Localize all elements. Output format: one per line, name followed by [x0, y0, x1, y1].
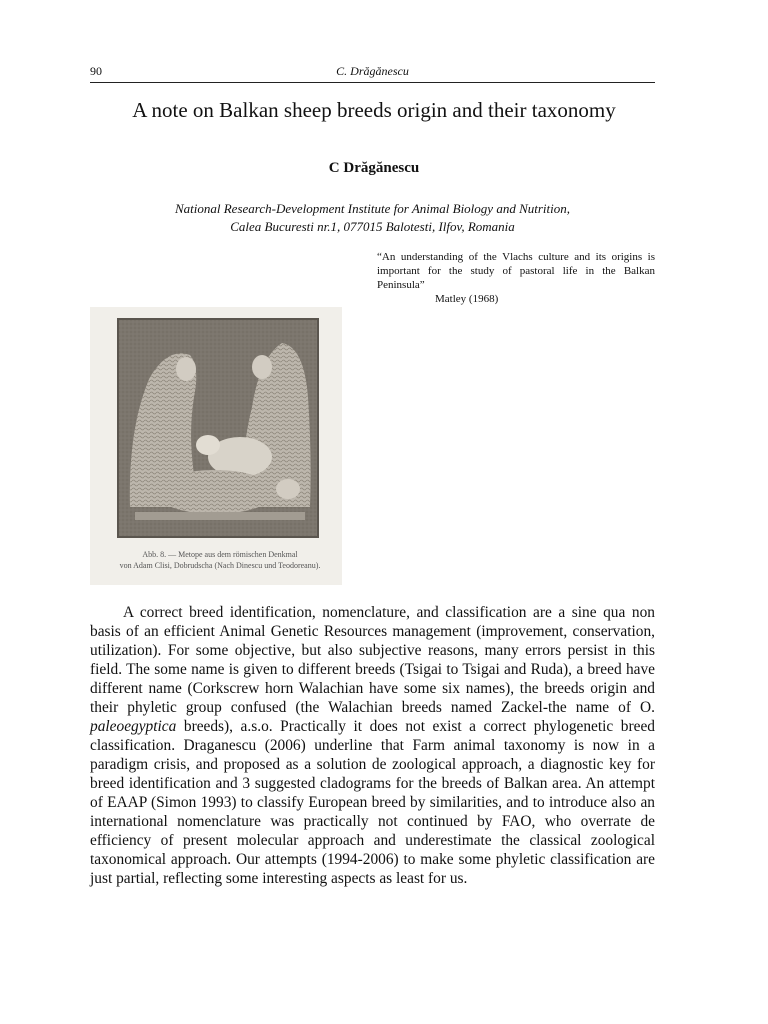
body-italic-term: paleoegyptica: [90, 718, 177, 735]
epigraph: [377, 250, 655, 306]
running-author: C. Drăgănescu: [336, 64, 409, 78]
figure-caption: [96, 549, 344, 571]
running-head: [90, 62, 655, 83]
article-author: C Drăgănescu: [328, 160, 420, 176]
article-title: A note on Balkan sheep breeds origin and their taxonomy: [132, 98, 616, 122]
epigraph-source: Matley (1968): [435, 293, 499, 305]
sheep-lower: [155, 470, 275, 514]
author-affiliation: [90, 200, 655, 236]
affiliation-line-1: National Research-Development Institute for Animal Biology and Nutrition,: [174, 201, 570, 216]
relief-image: [90, 307, 342, 547]
caption-line-1: Abb. 8. — Metope aus dem römischen Denkmal: [142, 550, 298, 559]
figure-relief-photo: [90, 307, 342, 585]
affiliation-line-2: Calea Bucuresti nr.1, 077015 Balotesti, Ilfov, Romania: [230, 219, 515, 234]
epigraph-quote: “An understanding of the Vlachs culture and its origins is important for the study of pastoral life in the Balkan Peninsula”: [377, 251, 655, 291]
body-paragraph: [90, 603, 655, 888]
page-number: 90: [90, 64, 102, 78]
caption-line-2: von Adam Clisi, Dobrudscha (Nach Dinescu und Teodoreanu).: [119, 561, 321, 570]
body-text-part-1: A correct breed identification, nomenclature, and classification are a sine qua non basis of an efficient Animal Genetic Resources management (improvement, conservation, utilization). For some objective, but also subjective reasons, many errors persist in this field. The some name is given to different breeds (Tsigai to Tsigai and Ruda), a breed have different name (Corkscrew horn Walachian have some six names), the breeds origin and their phyletic group confused (the Walachian breeds named Zackel-the name of O.: [90, 604, 655, 716]
body-text-part-2: breeds), a.s.o. Practically it does not exist a correct phylogenetic breed classification. Draganescu (2006) underline that Farm animal taxonomy is now in a paradigm crisis, and proposed as a solution de zoological approach, a diagnostic key for breed identification and 3 suggested cladograms for the breeds of Balkan area. An attempt of EAAP (Simon 1993) to classify European breed by similarities, and to introduce also an international nomenclature was practically not continued by FAO, who overrate de efficiency of present molecular approach and underestimate the classical zoological taxonomical approach. Our attempts (1994-2006) to make some phyletic classification are just partial, reflecting some interesting aspects as least for us.: [90, 718, 655, 887]
